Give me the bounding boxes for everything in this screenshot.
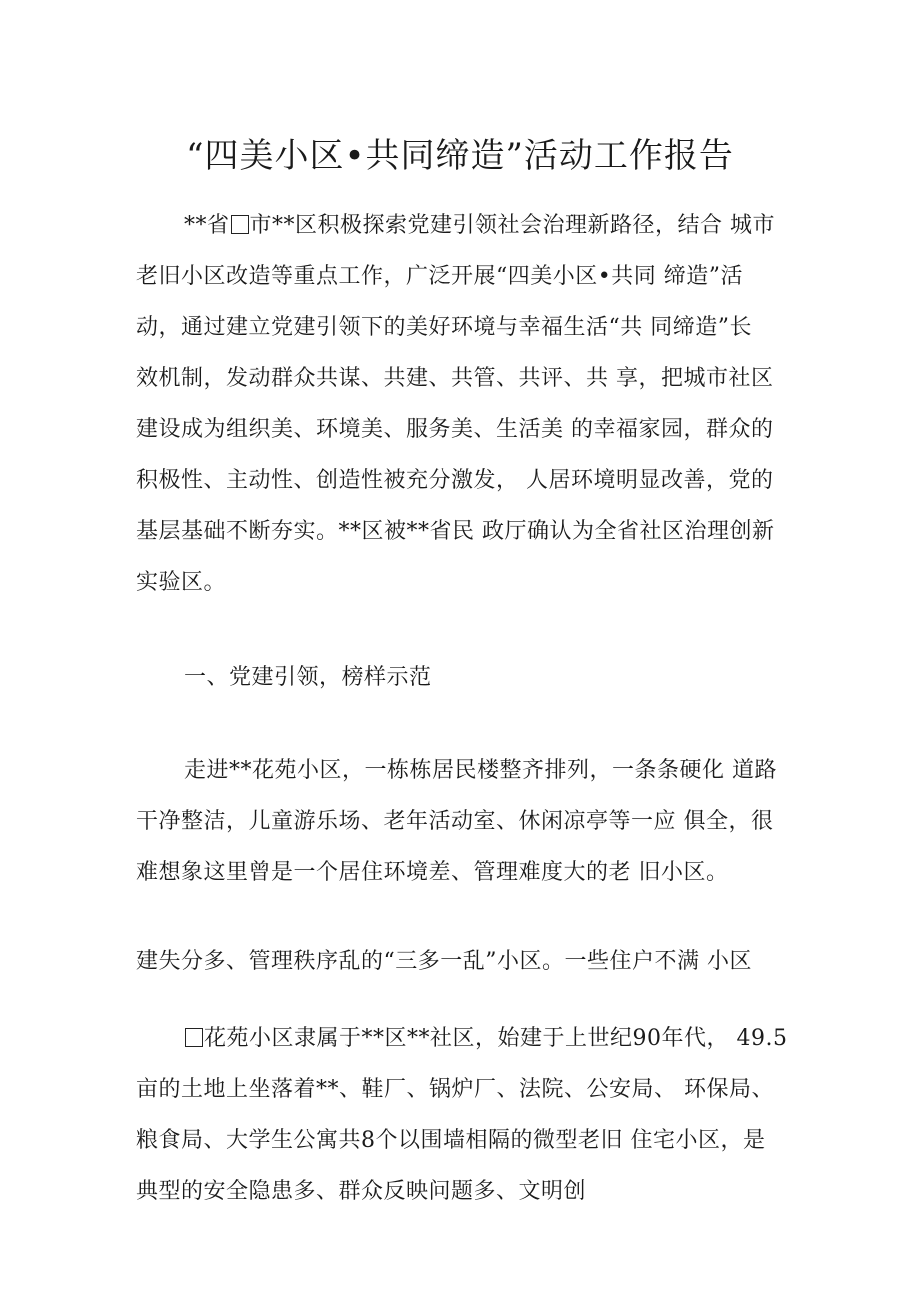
para4-line-3: 粮食局、大学生公寓共8个以围墙相隔的微型老旧 住宅小区，是 — [136, 1128, 766, 1153]
intro-line-3: 动，通过建立党建引领下的美好环境与幸福生活“共 同缔造”长 — [136, 315, 752, 340]
para3-line-1: 建失分多、管理秩序乱的“三多一乱”小区。一些住户不满 小区 — [136, 949, 752, 974]
missing-character-box — [231, 215, 249, 234]
para2-line-1: 走进**花苑小区，一栋栋居民楼整齐排列，一条条硬化 道路 — [184, 758, 777, 783]
intro-line-6: 积极性、主动性、创造性被充分激发， 人居环境明显改善，党的 — [136, 468, 774, 493]
para2-line-2: 干净整洁，儿童游乐场、老年活动室、休闲凉亭等一应 俱全，很 — [136, 809, 774, 834]
intro-line-1-text: 市**区积极探索党建引领社会治理新路径，结合 城市 — [249, 213, 776, 238]
para4-line-1-text: 花苑小区隶属于**区**社区，始建于上世纪90年代， 49.5 — [204, 1026, 788, 1051]
section-heading: 一、党建引领，榜样示范 — [184, 665, 432, 690]
intro-line-1 — [184, 208, 775, 239]
missing-character-box — [185, 1028, 203, 1047]
para4-line-1 — [184, 1021, 787, 1052]
intro-line-8: 实验区。 — [136, 570, 227, 595]
intro-line-5: 建设成为组织美、环境美、服务美、生活美 的幸福家园，群众的 — [136, 417, 774, 442]
para2-line-3: 难想象这里曾是一个居住环境差、管理难度大的老 旧小区。 — [136, 860, 729, 885]
para4-line-4: 典型的安全隐患多、群众反映问题多、文明创 — [136, 1179, 587, 1204]
intro-line-4: 效机制，发动群众共谋、共建、共管、共评、共 享，把城市社区 — [136, 366, 774, 391]
para4-line-2: 亩的土地上坐落着**、鞋厂、锅炉厂、法院、公安局、 环保局、 — [136, 1077, 774, 1102]
intro-line-1-prefix: **省 — [184, 213, 230, 238]
intro-line-2: 老旧小区改造等重点工作，广泛开展“四美小区•共同 缔造”活 — [136, 264, 743, 289]
document-title: “四美小区•共同缔造”活动工作报告 — [186, 136, 734, 176]
intro-line-7: 基层基础不断夯实。**区被**省民 政厅确认为全省社区治理创新 — [136, 519, 775, 544]
